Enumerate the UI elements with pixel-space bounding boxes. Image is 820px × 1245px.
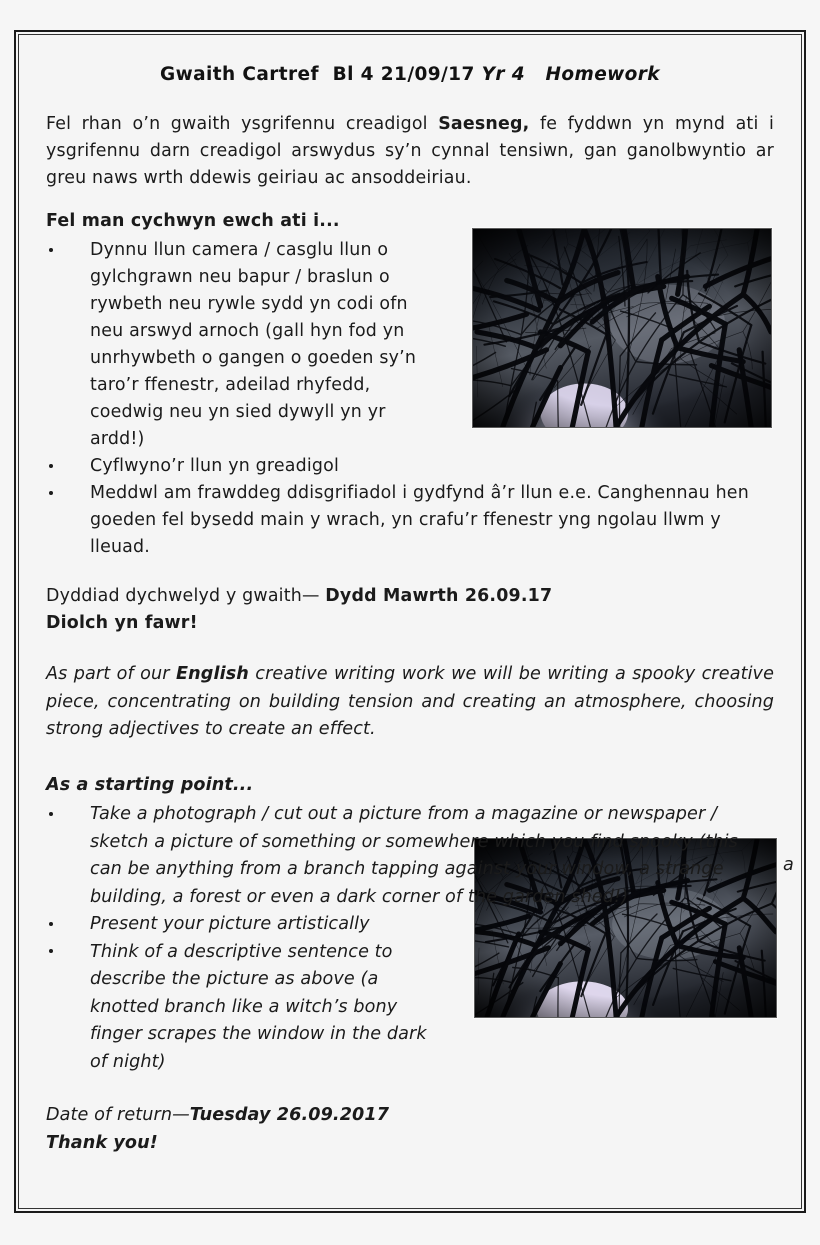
welsh-list-spacer <box>46 561 774 583</box>
welsh-intro-part-b: fe fyddwn yn mynd ati i ysgrifennu darn creadigol arswydus sy’n cynnal tensiwn, gan ganolbwyntio ar greu naws wrth ddewis geiriau ac ansoddeiriau. <box>46 114 775 188</box>
welsh-section <box>46 111 774 637</box>
english-intro-part-a: As part of our <box>46 664 177 684</box>
english-bullet-list <box>46 801 774 1076</box>
english-return-date-line <box>46 1102 774 1130</box>
english-bullet-text-1: Take a photograph / cut out a picture from a magazine or newspaper / sketch a picture of something or somewhere which you find spooky (this can be anything from a branch tapping against your window, a strange building, a forest or even a dark corner of the garden shed!) <box>90 804 738 907</box>
welsh-return-date-line <box>46 583 774 610</box>
welsh-bullet-item-3 <box>46 480 774 561</box>
welsh-bullet-list <box>46 237 774 561</box>
english-bullet-item-1 <box>46 801 774 911</box>
english-list-spacer <box>46 1076 774 1098</box>
welsh-intro-subject: Saesneg, <box>438 114 530 134</box>
language-divider-spacer <box>46 639 774 661</box>
bullet-dot-icon <box>49 491 53 495</box>
english-intro-subject: English <box>176 664 249 684</box>
welsh-thanks-line: Diolch yn fawr! <box>46 613 198 633</box>
page-title-english: Yr 4 Homework <box>481 64 660 85</box>
document-body <box>24 40 796 1203</box>
bullet-dot-icon <box>49 922 53 926</box>
english-intro-spacer <box>46 758 774 772</box>
english-return-label: Date of return— <box>46 1105 190 1125</box>
welsh-bullet-text-3: Meddwl am frawddeg ddisgrifiadol i gydfynd â’r llun e.e. Canghennau hen goeden fel bysedd main y wrach, yn crafu’r ffenestr yng ngolau llwm y lleuad. <box>90 483 749 557</box>
bullet-dot-icon <box>49 812 53 816</box>
welsh-intro-part-a: Fel rhan o’n gwaith ysgrifennu creadigol <box>46 114 439 134</box>
english-bullet-item-2 <box>46 911 774 939</box>
english-bullet-text-2: Present your picture artistically <box>90 914 370 934</box>
english-bullet-text-3: Think of a descriptive sentence to describe the picture as above (a knotted branch like a witch’s bony finger scrapes the window in the dark of night) <box>90 941 427 1072</box>
orphan-text-glyph: a <box>783 855 794 875</box>
english-intro-paragraph <box>46 661 774 744</box>
page-title-welsh: Gwaith Cartref Bl 4 21/09/17 <box>160 64 482 85</box>
english-bullet-item-3 <box>46 939 774 1077</box>
welsh-starting-point-heading: Fel man cychwyn ewch ati i... <box>46 211 340 231</box>
welsh-intro-paragraph <box>46 111 774 192</box>
welsh-return-label: Dyddiad dychwelyd y gwaith— <box>46 586 326 606</box>
english-starting-point-heading: As a starting point... <box>46 774 254 795</box>
page-title <box>46 64 774 85</box>
welsh-bullet-item-2 <box>46 453 774 480</box>
welsh-bullet-text-2: Cyflwyno’r llun yn greadigol <box>90 456 339 476</box>
english-intro-part-b: creative writing work we will be writing a spooky creative piece, concentrating on building tension and creating an atmosphere, choosing strong adjectives to create an effect. <box>46 664 774 739</box>
bullet-dot-icon <box>49 464 53 468</box>
english-section <box>46 661 774 1157</box>
english-return-date: Tuesday 26.09.2017 <box>189 1105 390 1125</box>
welsh-bullet-text-1: Dynnu llun camera / casglu llun o gylchgrawn neu bapur / braslun o rywbeth neu rywle sydd yn codi ofn neu arswyd arnoch (gall hyn fod yn unrhywbeth o gangen o goeden sy’n taro’r ffenestr, adeilad rhyfedd, coedwig neu yn sied dywyll yn yr ardd!) <box>90 240 417 449</box>
welsh-bullet-item-1 <box>46 237 774 453</box>
bullet-dot-icon <box>49 248 53 252</box>
english-thanks-line: Thank you! <box>46 1132 158 1153</box>
bullet-dot-icon <box>49 949 53 953</box>
welsh-return-date: Dydd Mawrth 26.09.17 <box>325 586 553 606</box>
